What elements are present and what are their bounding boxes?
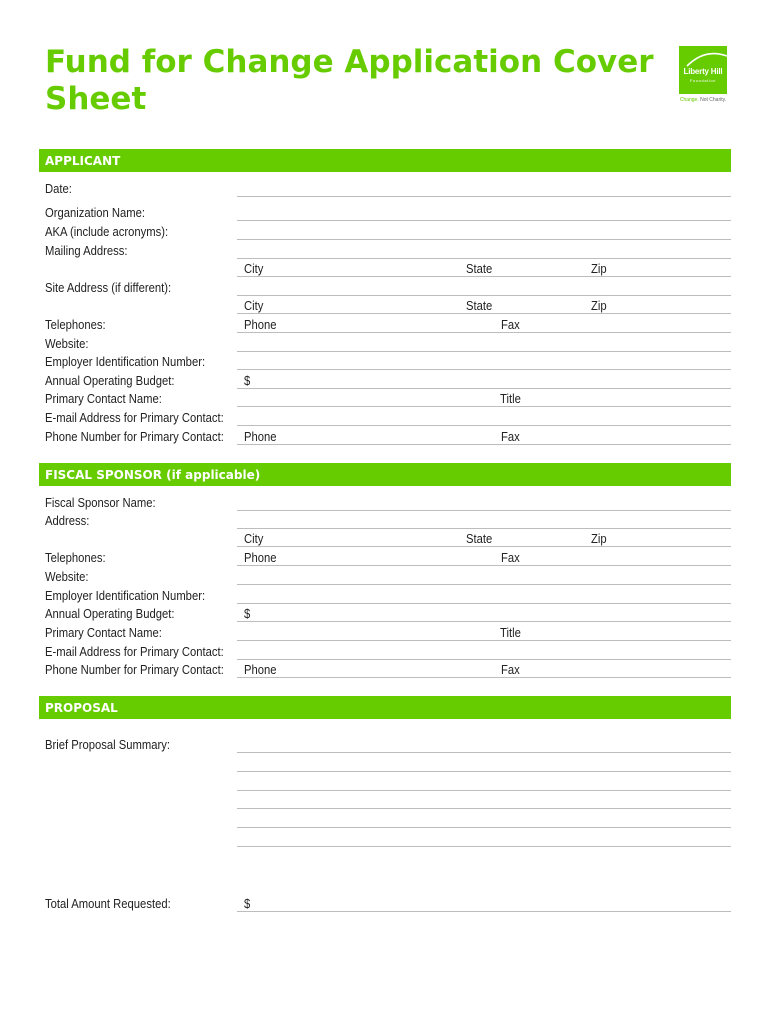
logo-tagline <box>672 97 734 103</box>
field-website[interactable] <box>237 351 731 352</box>
label-contact-email: E-mail Address for Primary Contact: <box>45 411 224 425</box>
label-mailing-address: Mailing Address: <box>45 244 128 258</box>
field-telephones[interactable] <box>237 332 731 333</box>
field-annual-budget[interactable] <box>237 388 731 389</box>
hint-city: City <box>244 262 264 276</box>
logo-tagline-accent: Change. <box>679 97 699 103</box>
field-proposal-summary-line[interactable] <box>237 827 731 828</box>
field-proposal-summary-line[interactable] <box>237 808 731 809</box>
label-aka: AKA (include acronyms): <box>45 225 169 239</box>
label-fs-contact-email: E-mail Address for Primary Contact: <box>45 645 224 659</box>
hint-state: State <box>466 262 493 276</box>
field-organization-name[interactable] <box>237 220 731 221</box>
label-organization-name: Organization Name: <box>45 206 146 220</box>
field-primary-contact-name[interactable] <box>237 406 731 407</box>
field-mailing-city-state-zip[interactable] <box>237 276 731 277</box>
label-proposal-summary: Brief Proposal Summary: <box>45 738 171 752</box>
hint-dollar: $ <box>244 607 251 621</box>
hint-city: City <box>244 299 264 313</box>
section-header-proposal: PROPOSAL <box>39 696 731 719</box>
logo-subtitle: Foundation <box>689 78 716 83</box>
label-fs-ein: Employer Identification Number: <box>45 589 206 603</box>
hint-zip: Zip <box>591 532 607 546</box>
field-fs-telephones[interactable] <box>237 565 731 566</box>
logo-tagline-rest: Not Charity. <box>700 97 727 103</box>
hint-dollar: $ <box>244 374 251 388</box>
field-contact-email[interactable] <box>237 425 731 426</box>
section-header-applicant: APPLICANT <box>39 149 731 172</box>
label-total-amount: Total Amount Requested: <box>45 897 171 911</box>
field-contact-phone[interactable] <box>237 444 731 445</box>
field-proposal-summary-line[interactable] <box>237 790 731 791</box>
field-fs-city-state-zip[interactable] <box>237 546 731 547</box>
hint-phone: Phone <box>244 663 277 677</box>
field-aka[interactable] <box>237 239 731 240</box>
label-website: Website: <box>45 337 89 351</box>
label-date: Date: <box>45 182 72 196</box>
hint-city: City <box>244 532 264 546</box>
field-total-amount[interactable] <box>237 911 731 912</box>
label-annual-budget: Annual Operating Budget: <box>45 374 175 388</box>
label-ein: Employer Identification Number: <box>45 355 206 369</box>
label-fs-website: Website: <box>45 570 89 584</box>
hint-fax: Fax <box>501 430 520 444</box>
hint-fax: Fax <box>501 663 520 677</box>
field-fiscal-sponsor-name[interactable] <box>237 510 731 511</box>
field-fs-primary-contact-name[interactable] <box>237 640 731 641</box>
field-fs-contact-phone[interactable] <box>237 677 731 678</box>
field-ein[interactable] <box>237 369 731 370</box>
field-proposal-summary-line[interactable] <box>237 771 731 772</box>
field-fs-website[interactable] <box>237 584 731 585</box>
label-contact-phone: Phone Number for Primary Contact: <box>45 430 224 444</box>
label-fs-annual-budget: Annual Operating Budget: <box>45 607 175 621</box>
section-header-fiscal-sponsor: FISCAL SPONSOR (if applicable) <box>39 463 731 486</box>
hint-phone: Phone <box>244 430 277 444</box>
logo-name: Liberty Hill <box>683 67 723 76</box>
field-site-city-state-zip[interactable] <box>237 313 731 314</box>
label-primary-contact-name: Primary Contact Name: <box>45 392 162 406</box>
hint-fax: Fax <box>501 551 520 565</box>
hint-state: State <box>466 299 493 313</box>
label-fs-address: Address: <box>45 514 90 528</box>
field-proposal-summary-line[interactable] <box>237 752 731 753</box>
hint-title: Title <box>500 392 521 406</box>
hint-fax: Fax <box>501 318 520 332</box>
field-site-address[interactable] <box>237 295 731 296</box>
field-fs-address[interactable] <box>237 528 731 529</box>
liberty-hill-logo <box>679 46 727 94</box>
hint-zip: Zip <box>591 299 607 313</box>
field-mailing-address[interactable] <box>237 258 731 259</box>
field-proposal-summary-line[interactable] <box>237 846 731 847</box>
hint-phone: Phone <box>244 318 277 332</box>
label-fs-telephones: Telephones: <box>45 551 106 565</box>
field-fs-ein[interactable] <box>237 603 731 604</box>
hint-phone: Phone <box>244 551 277 565</box>
hint-state: State <box>466 532 493 546</box>
label-telephones: Telephones: <box>45 318 106 332</box>
hint-dollar: $ <box>244 897 251 911</box>
field-fs-annual-budget[interactable] <box>237 621 731 622</box>
label-fs-primary-contact-name: Primary Contact Name: <box>45 626 162 640</box>
field-fs-contact-email[interactable] <box>237 659 731 660</box>
field-date[interactable] <box>237 196 731 197</box>
hint-zip: Zip <box>591 262 607 276</box>
label-fs-contact-phone: Phone Number for Primary Contact: <box>45 663 224 677</box>
label-site-address: Site Address (if different): <box>45 281 172 295</box>
hint-title: Title <box>500 626 521 640</box>
label-fiscal-sponsor-name: Fiscal Sponsor Name: <box>45 496 156 510</box>
page-title: Fund for Change Application Cover Sheet <box>45 44 654 117</box>
